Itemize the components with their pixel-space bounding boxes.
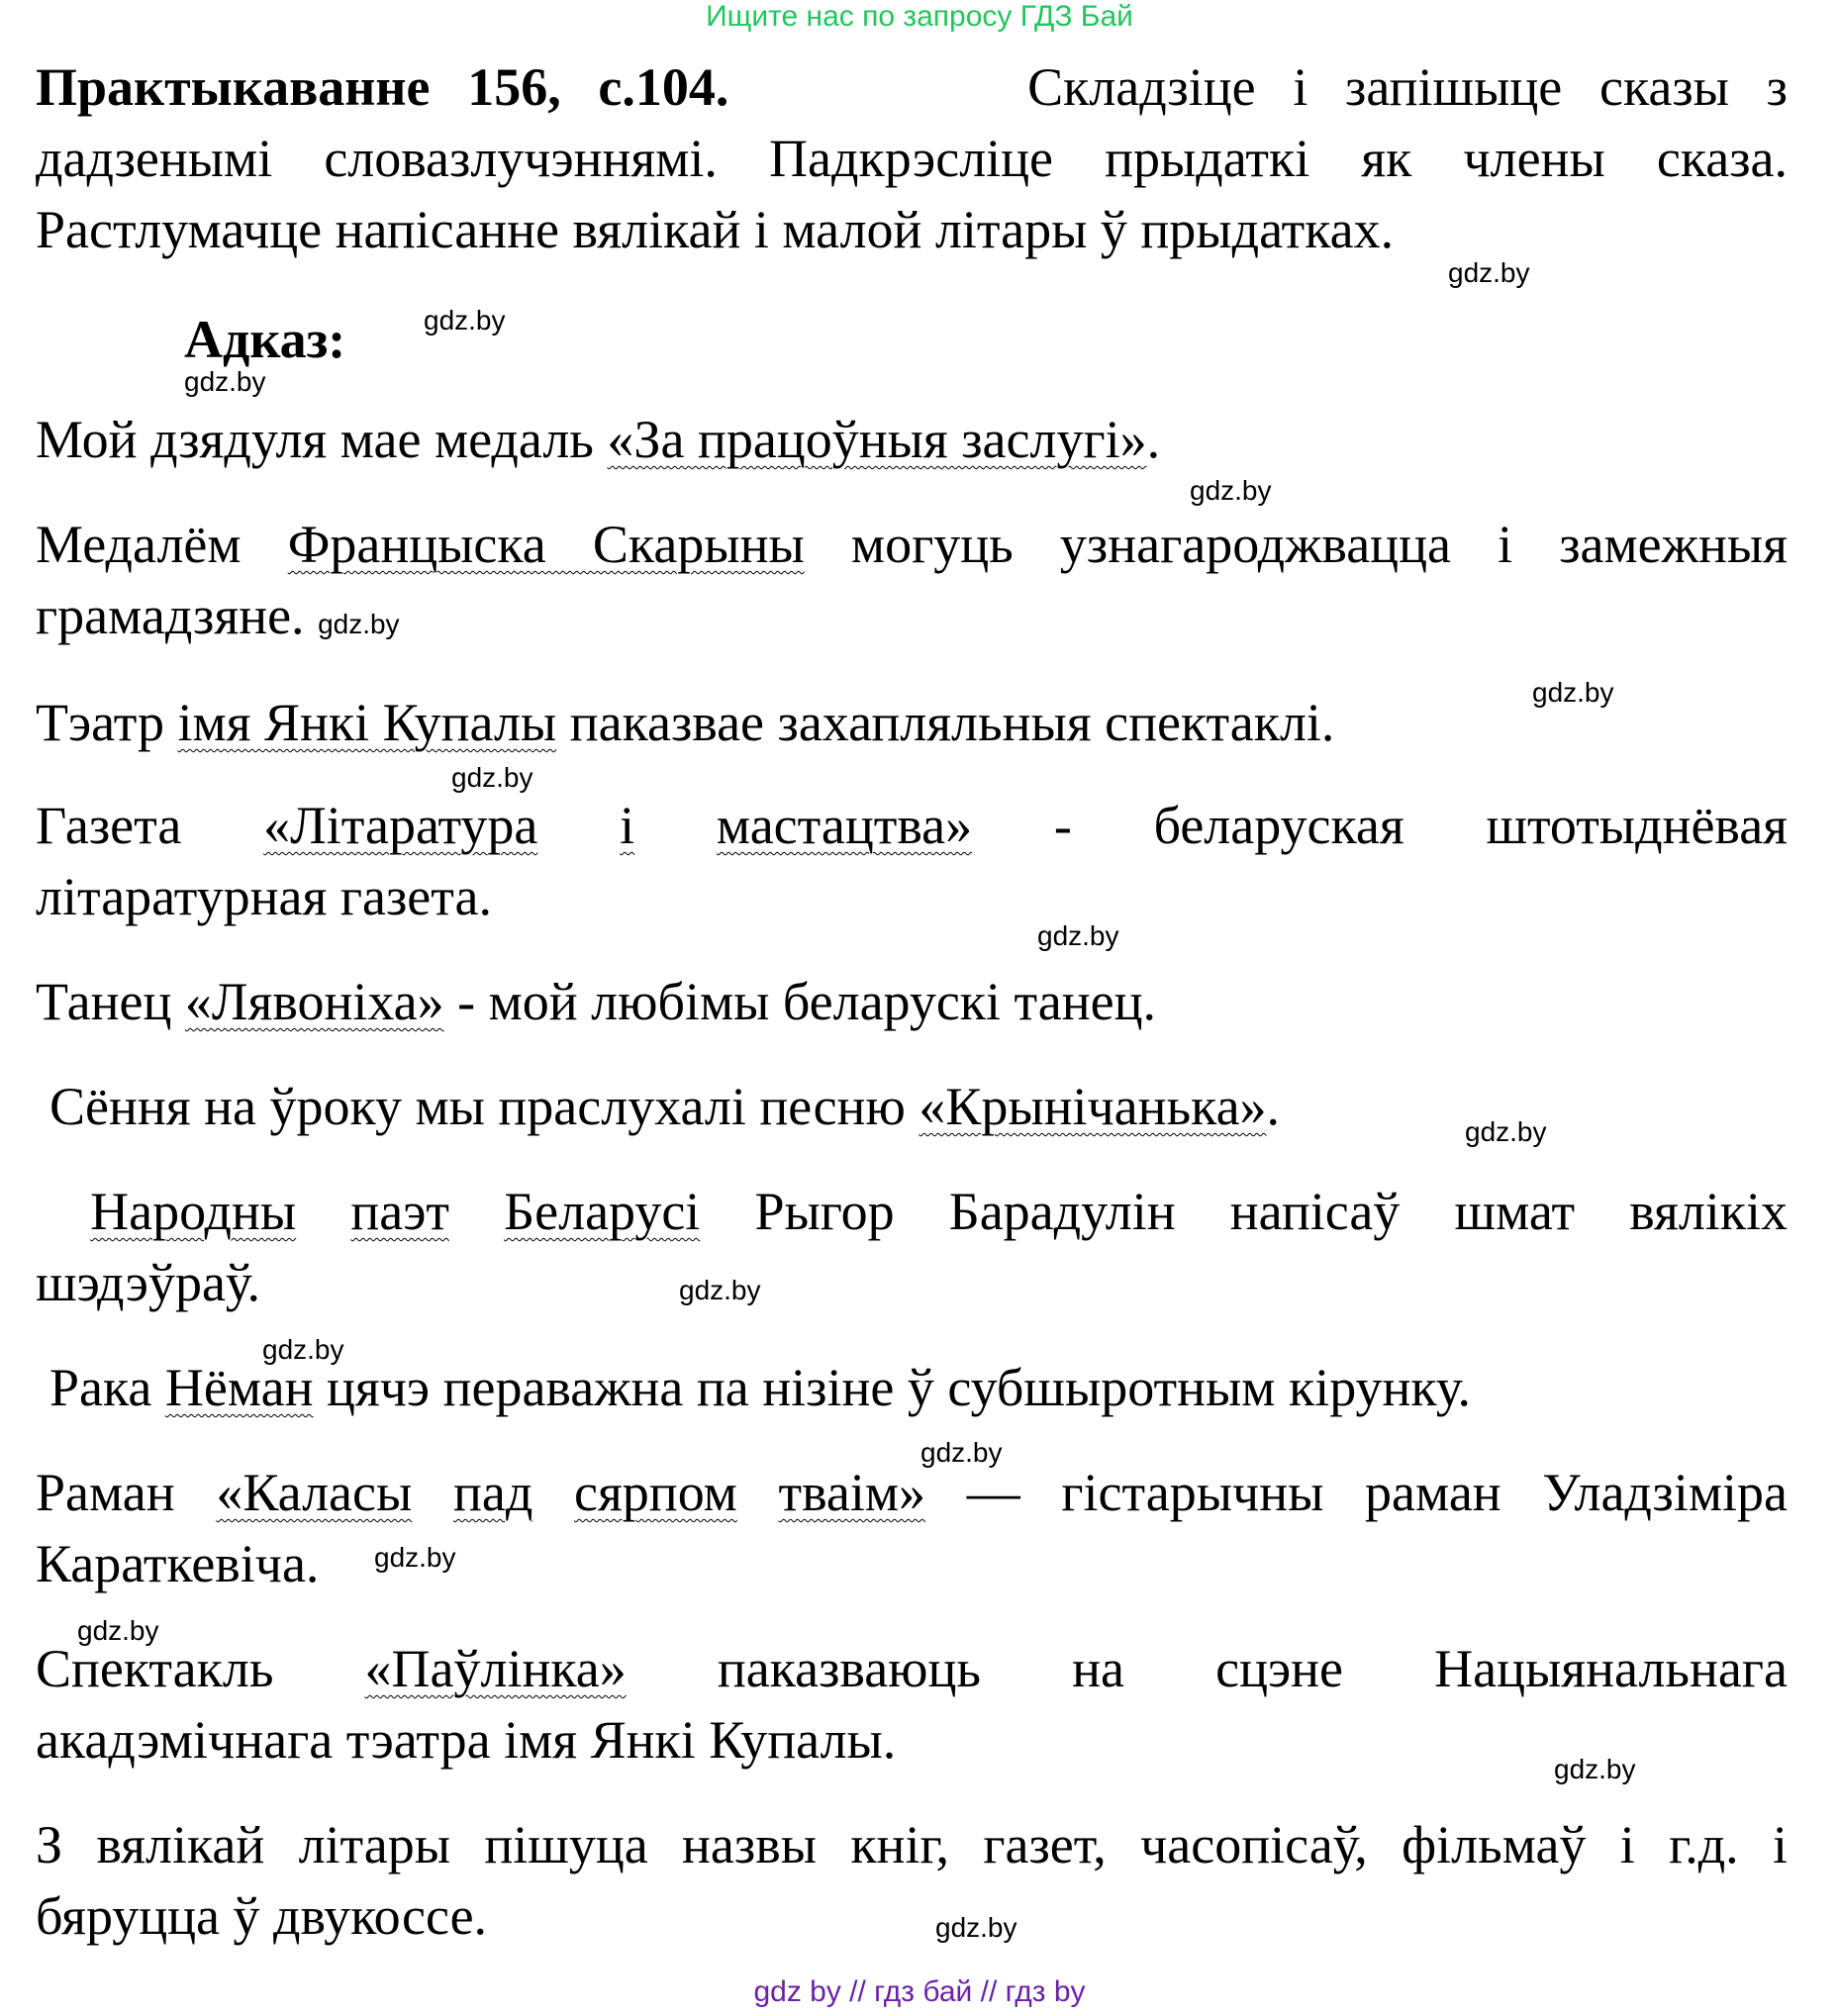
apposition: Францыска Скарыны <box>287 515 805 574</box>
watermark: gdz.by <box>451 762 533 793</box>
exercise-title: Практыкаванне 156, с.104. <box>36 57 729 117</box>
sentence-1: Мой дзядуля мае медаль «За працоўныя заслугі». <box>36 410 1161 469</box>
sentence-8: Рака Нёман цячэ пераважна па нізіне ў субшыротным кірунку. <box>49 1358 1471 1417</box>
watermark: gdz.by <box>935 1912 1017 1943</box>
watermark: gdz.by <box>1448 257 1530 288</box>
watermark: gdz.by <box>920 1437 1003 1468</box>
apposition: «Паўлінка» <box>364 1639 627 1698</box>
apposition: імя Янкі Купалы <box>177 693 557 752</box>
apposition: «Каласы <box>216 1463 413 1522</box>
apposition: Народны <box>90 1182 297 1241</box>
sentence-5: Танец «Лявоніха» - мой любімы беларускі танец. <box>36 972 1157 1031</box>
footer-links: gdz by // гдз бай // гдз by <box>753 1975 1086 2008</box>
task-line-1: Практыкаванне 156, с.104. Складзіце і запішыце сказы з <box>36 57 1788 117</box>
sentence-7: Народны паэт Беларусі Рыгор Барадулін напісаў шмат вялікіх шэдэўраў. <box>36 1182 1789 1312</box>
watermark: gdz.by <box>424 305 506 336</box>
apposition: «За працоўныя заслугі» <box>607 410 1147 469</box>
sentence-4: Газета «Літаратура і мастацтва» - беларуская штотыднёвая літаратурная газета. <box>36 796 1789 926</box>
apposition: мастацтва» <box>716 796 973 855</box>
task-line-2: дадзенымі словазлучэннямі. Падкрэсліце прыдаткі як члены сказа. <box>36 129 1788 188</box>
watermark: gdz.by <box>679 1275 761 1305</box>
top-banner: Ищите нас по запросу ГДЗ Бай <box>706 0 1133 33</box>
watermark: gdz.by <box>77 1615 159 1646</box>
watermark: gdz.by <box>184 366 266 397</box>
apposition: пад <box>452 1463 533 1522</box>
apposition: сярпом <box>573 1463 737 1522</box>
task-line-3: Растлумачце напісанне вялікай і малой літары ў прыдатках. <box>36 200 1395 259</box>
watermark: gdz.by <box>318 609 400 639</box>
apposition: «Крынічанька» <box>919 1077 1267 1136</box>
explanation: З вялікай літары пішуца назвы кніг, газет, часопісаў, фільмаў і г.д. і бяруцца ў двукоссе. <box>36 1815 1788 1946</box>
sentence-10: Спектакль «Паўлінка» паказваюць на сцэне Нацыянальнага акадэмічнага тэатра імя Янкі Купалы. <box>36 1639 1788 1770</box>
apposition: паэт <box>350 1182 450 1241</box>
watermark: gdz.by <box>1554 1754 1636 1784</box>
apposition: «Літаратура <box>263 796 538 855</box>
watermark: gdz.by <box>262 1334 344 1365</box>
apposition: тваім» <box>778 1463 926 1522</box>
sentence-3: Тэатр імя Янкі Купалы паказвае захапляльныя спектаклі. <box>36 693 1335 752</box>
answer-label: Адказ: <box>184 310 346 369</box>
watermark: gdz.by <box>1532 677 1614 708</box>
apposition: «Лявоніха» <box>184 972 444 1031</box>
sentence-9: Раман «Каласы пад сярпом тваім» — гістарычны раман Уладзіміра Караткевіча. <box>36 1463 1789 1593</box>
watermark: gdz.by <box>374 1542 456 1573</box>
watermark: gdz.by <box>1037 920 1119 951</box>
task-statement <box>36 51 1788 265</box>
apposition: і <box>620 796 635 855</box>
watermark: gdz.by <box>1465 1116 1547 1147</box>
apposition: Беларусі <box>504 1182 701 1241</box>
watermark: gdz.by <box>1190 475 1272 506</box>
sentence-6: Сёння на ўроку мы праслухалі песню «Крынічанька». <box>49 1077 1281 1136</box>
apposition: Нёман <box>164 1358 314 1417</box>
sentence-2: Медалём Францыска Скарыны могуць узнагароджвацца і замежныя грамадзяне. gdz.by <box>36 515 1788 645</box>
